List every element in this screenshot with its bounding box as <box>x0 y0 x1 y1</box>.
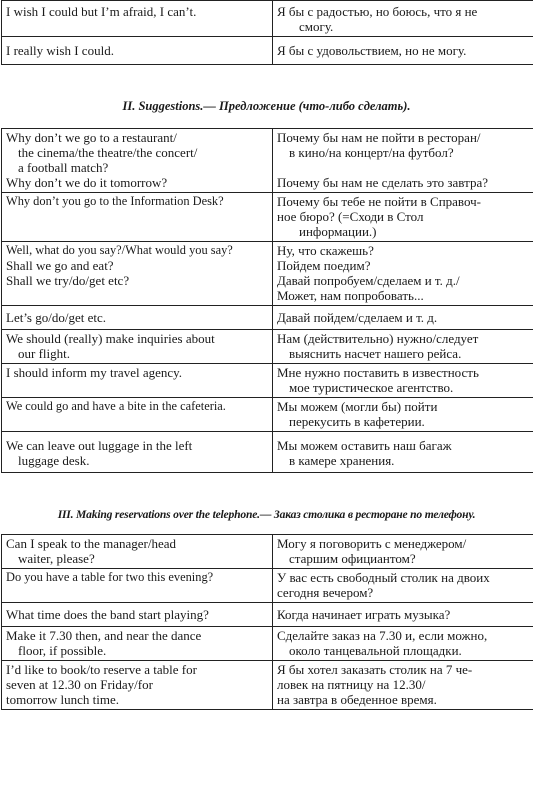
russian-translation: Может, нам попробовать... <box>277 288 424 303</box>
russian-translation: ловек на пятницу на 12.30/ <box>277 677 426 692</box>
phrase-table-suggestions <box>1 128 533 473</box>
russian-translation: смогу. <box>299 19 334 34</box>
russian-translation: Давай попробуем/сделаем и т. д./ <box>277 273 460 288</box>
english-phrase: seven at 12.30 on Friday/for <box>6 677 153 692</box>
english-phrase: tomorrow lunch time. <box>6 692 120 707</box>
table-row <box>2 535 533 569</box>
section-heading-suggestions: II. Suggestions.— Предложение (что-либо сделать). <box>122 99 411 113</box>
russian-translation: информации.) <box>299 224 377 239</box>
table-row <box>2 603 533 627</box>
table-row <box>2 306 533 330</box>
phrase-table-reservations <box>1 534 533 710</box>
english-phrase: Can I speak to the manager/head <box>6 536 177 551</box>
russian-translation-cell <box>273 129 533 193</box>
russian-translation-cell <box>273 330 533 364</box>
russian-translation: Почему бы нам не сделать это завтра? <box>277 175 488 190</box>
english-phrase: What time does the band start playing? <box>6 607 209 622</box>
russian-translation: У вас есть свободный столик на двоих <box>277 570 490 585</box>
table-row <box>2 661 533 710</box>
english-phrase-cell <box>2 37 273 65</box>
english-phrase: our flight. <box>18 346 70 361</box>
russian-translation: старшим официантом? <box>289 551 416 566</box>
russian-translation: в кино/на концерт/на футбол? <box>289 145 454 160</box>
russian-translation: перекусить в кафетерии. <box>289 414 425 429</box>
english-phrase: the cinema/the theatre/the concert/ <box>18 145 198 160</box>
english-phrase: Shall we try/do/get etc? <box>6 273 130 288</box>
russian-translation: Нам (действительно) нужно/следует <box>277 331 479 346</box>
english-phrase-cell <box>2 398 273 432</box>
english-phrase: Well, what do you say?/What would you say? <box>6 243 233 257</box>
english-phrase: I should inform my travel agency. <box>6 365 183 380</box>
english-phrase-cell <box>2 330 273 364</box>
english-phrase: a football match? <box>18 160 109 175</box>
russian-translation: Мы можем оставить наш багаж <box>277 438 452 453</box>
english-phrase: floor, if possible. <box>18 643 107 658</box>
russian-translation-cell <box>273 242 533 306</box>
russian-translation-cell <box>273 306 533 330</box>
table-row <box>2 129 533 193</box>
table-row <box>2 1 533 37</box>
russian-translation: мое туристическое агентство. <box>289 380 454 395</box>
english-phrase-cell <box>2 432 273 473</box>
russian-translation: выяснить насчет нашего рейса. <box>289 346 462 361</box>
russian-translation <box>277 160 533 175</box>
english-phrase-cell <box>2 535 273 569</box>
russian-translation: Когда начинает играть музыка? <box>277 607 451 622</box>
english-phrase: Why don’t we do it tomorrow? <box>6 175 168 190</box>
russian-translation-cell <box>273 1 533 37</box>
table-row <box>2 330 533 364</box>
english-phrase-cell <box>2 193 273 242</box>
russian-translation-cell <box>273 535 533 569</box>
russian-translation-cell <box>273 37 533 65</box>
russian-translation: Мы можем (могли бы) пойти <box>277 399 438 414</box>
russian-translation-cell <box>273 627 533 661</box>
english-phrase-cell <box>2 661 273 710</box>
russian-translation-cell <box>273 432 533 473</box>
table-row <box>2 242 533 306</box>
russian-translation: на завтра в обеденное время. <box>277 692 437 707</box>
table-row <box>2 432 533 473</box>
english-phrase-cell <box>2 242 273 306</box>
russian-translation-cell <box>273 661 533 710</box>
section-heading-reservations: III. Making reservations over the telephone.— Заказ столика в ресторане по телефону. <box>57 508 476 521</box>
english-phrase-cell <box>2 129 273 193</box>
english-phrase: We could go and have a bite in the cafeteria. <box>6 399 226 413</box>
english-phrase: Why don’t you go to the Information Desk? <box>6 194 224 208</box>
russian-translation-cell <box>273 193 533 242</box>
english-phrase: We should (really) make inquiries about <box>6 331 215 346</box>
english-phrase-cell <box>2 1 273 37</box>
table-row <box>2 37 533 65</box>
russian-translation: Я бы с радостью, но боюсь, что я не <box>277 4 478 19</box>
english-phrase: Do you have a table for two this evening? <box>6 570 214 584</box>
english-phrase-cell <box>2 306 273 330</box>
phrase-table-continuation <box>1 0 533 65</box>
russian-translation: Сделайте заказ на 7.30 и, если можно, <box>277 628 488 643</box>
english-phrase: We can leave out luggage in the left <box>6 438 193 453</box>
russian-translation-cell <box>273 569 533 603</box>
russian-translation: в камере хранения. <box>289 453 395 468</box>
english-phrase-cell <box>2 569 273 603</box>
english-phrase: Shall we go and eat? <box>6 258 114 273</box>
table-row <box>2 193 533 242</box>
table-row <box>2 569 533 603</box>
english-phrase: I’d like to book/to reserve a table for <box>6 662 197 677</box>
english-phrase-cell <box>2 627 273 661</box>
russian-translation: Могу я поговорить с менеджером/ <box>277 536 467 551</box>
russian-translation-cell <box>273 398 533 432</box>
english-phrase: Let’s go/do/get etc. <box>6 310 107 325</box>
russian-translation: Давай пойдем/сделаем и т. д. <box>277 310 438 325</box>
table-row <box>2 398 533 432</box>
russian-translation: сегодня вечером? <box>277 585 374 600</box>
english-phrase-cell <box>2 603 273 627</box>
russian-translation: Почему бы нам не пойти в ресторан/ <box>277 130 481 145</box>
russian-translation: Я бы хотел заказать столик на 7 че- <box>277 662 473 677</box>
english-phrase: Why don’t we go to a restaurant/ <box>6 130 177 145</box>
russian-translation: Почему бы тебе не пойти в Справоч- <box>277 194 481 209</box>
russian-translation: Пойдем поедим? <box>277 258 371 273</box>
english-phrase: waiter, please? <box>18 551 95 566</box>
russian-translation: около танцевальной площадки. <box>289 643 462 658</box>
russian-translation: Ну, что скажешь? <box>277 243 374 258</box>
english-phrase: Make it 7.30 then, and near the dance <box>6 628 202 643</box>
english-phrase: I really wish I could. <box>6 43 114 58</box>
russian-translation: Я бы с удовольствием, но не могу. <box>277 43 467 58</box>
english-phrase-cell <box>2 364 273 398</box>
russian-translation-cell <box>273 603 533 627</box>
russian-translation: ное бюро? (=Сходи в Стол <box>277 209 424 224</box>
table-row <box>2 627 533 661</box>
english-phrase: luggage desk. <box>18 453 90 468</box>
english-phrase: I wish I could but I’m afraid, I can’t. <box>6 4 197 19</box>
russian-translation: Мне нужно поставить в известность <box>277 365 479 380</box>
russian-translation-cell <box>273 364 533 398</box>
table-row <box>2 364 533 398</box>
